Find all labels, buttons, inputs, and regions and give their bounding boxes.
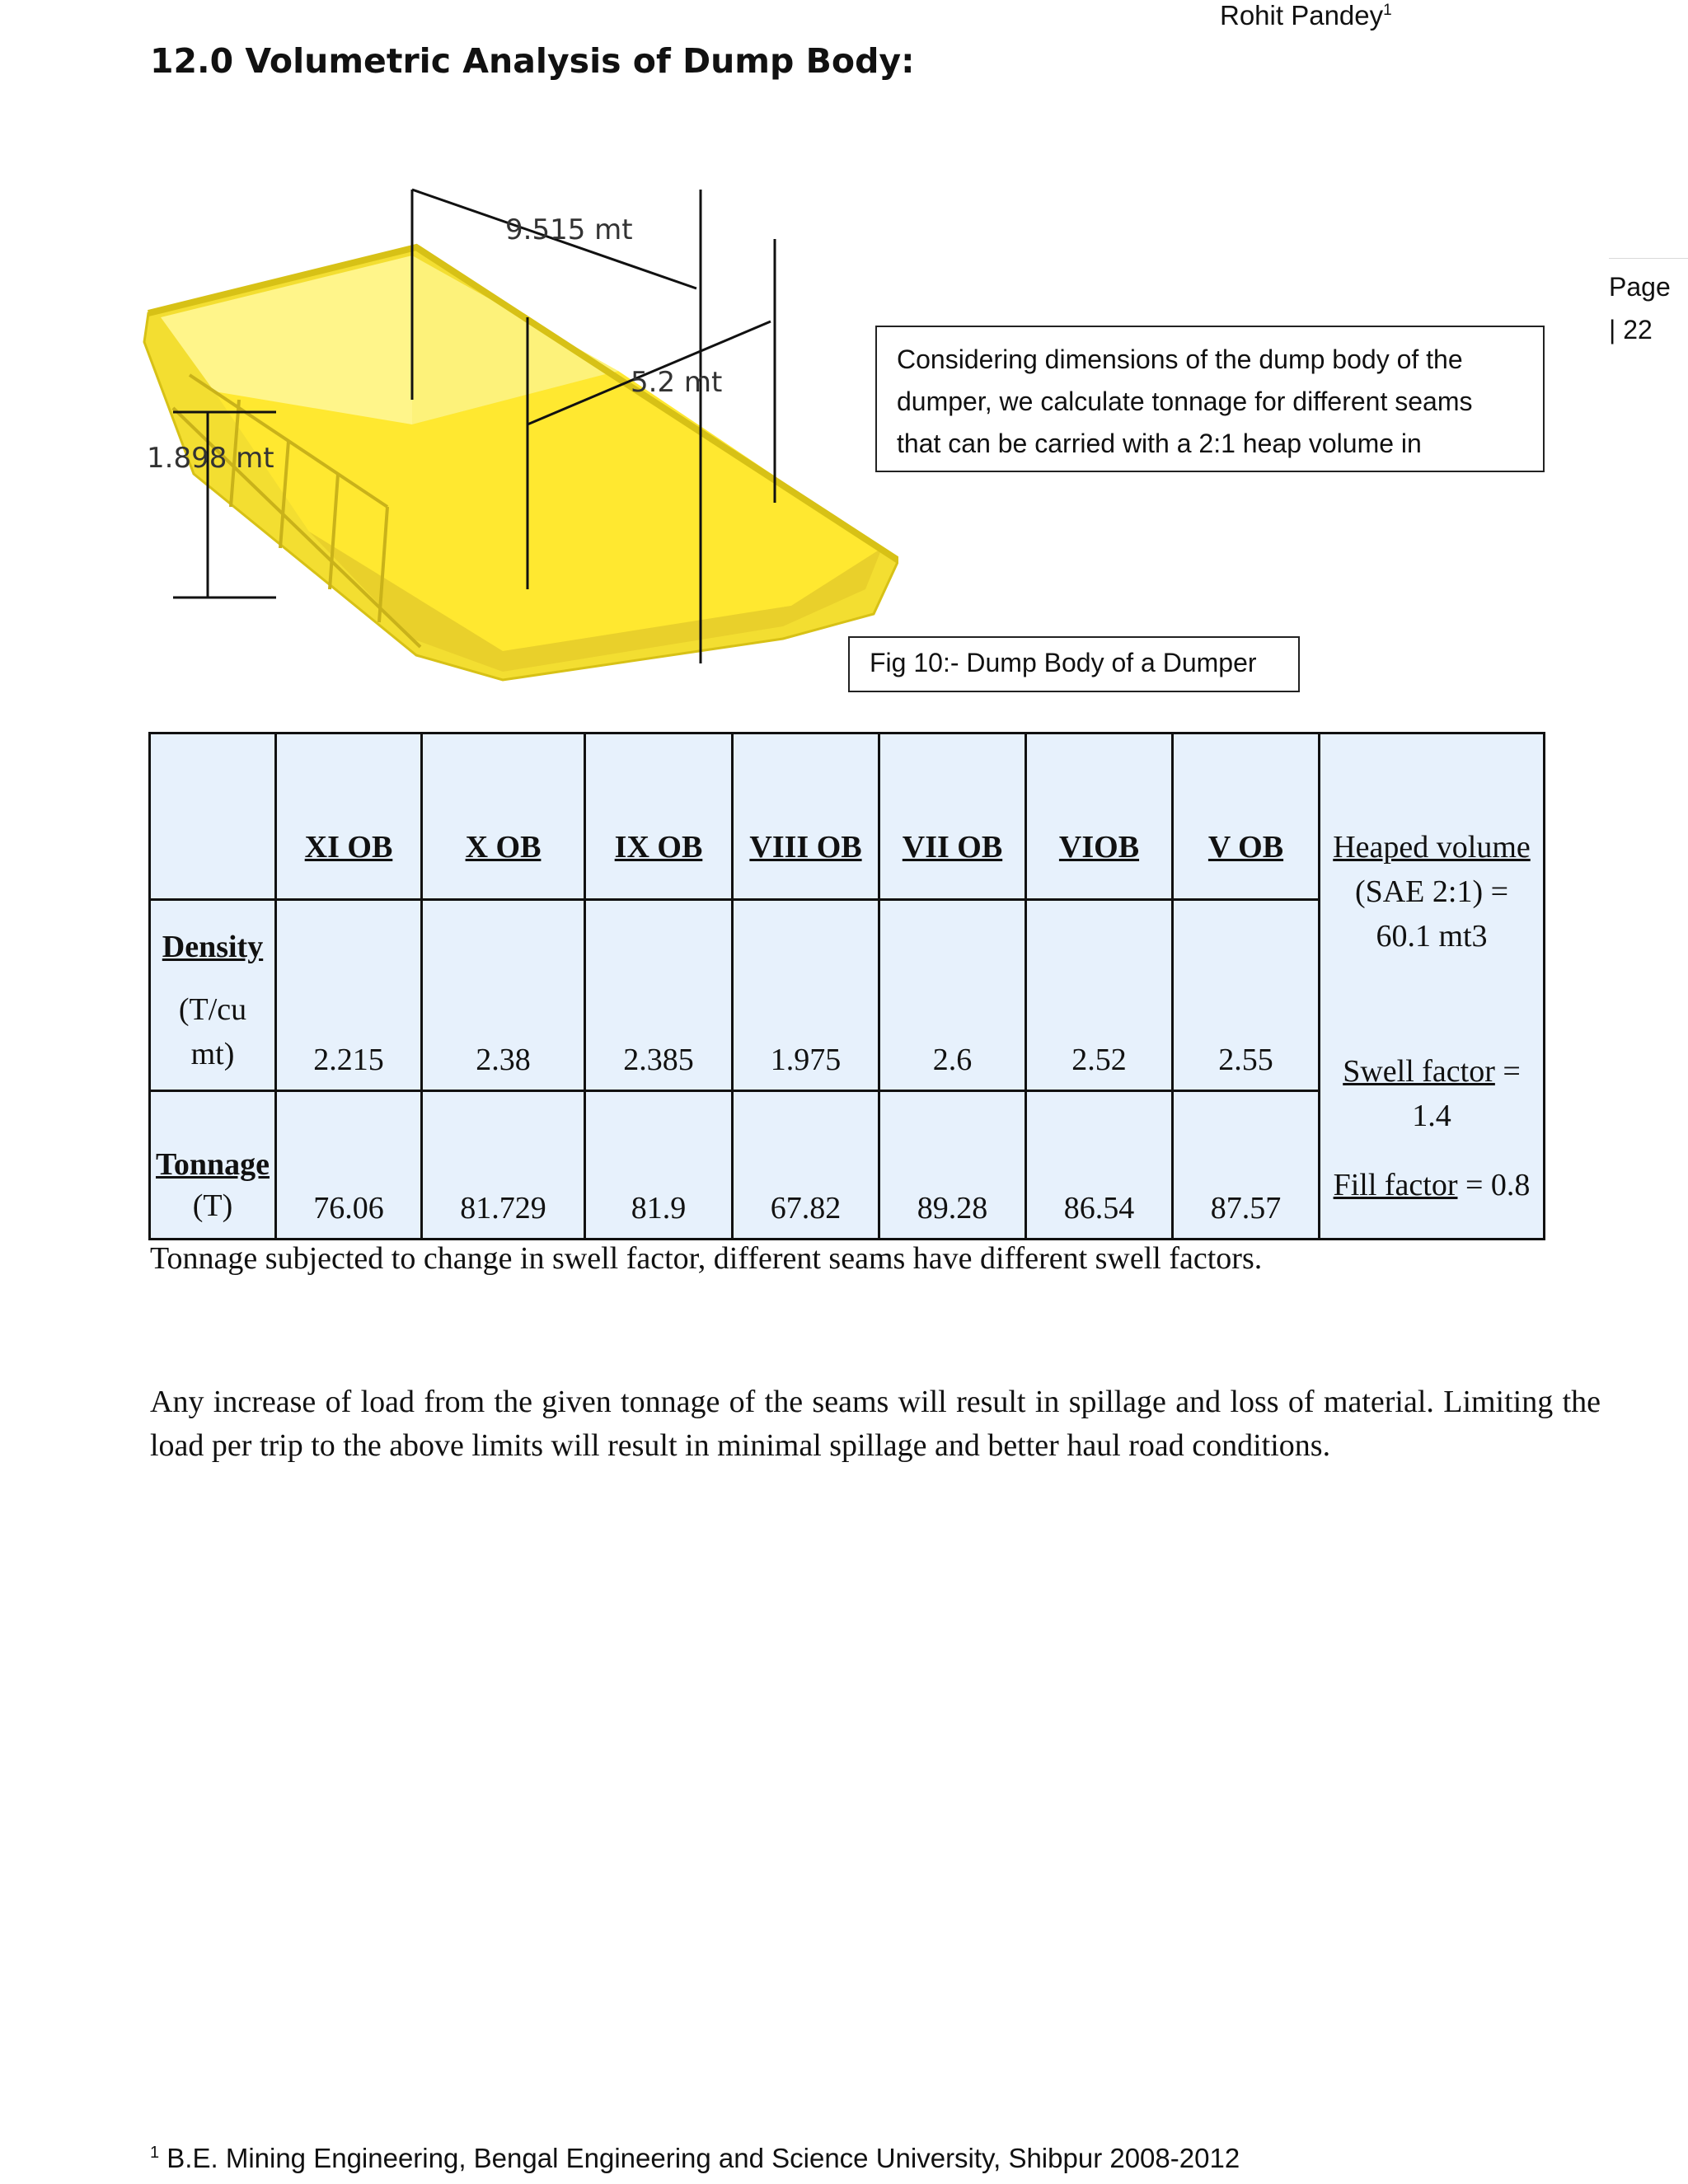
table-header-row (150, 733, 1545, 900)
tonnage-cell: 67.82 (733, 1091, 879, 1240)
row-header-tonnage: Tonnage (T) (150, 1091, 276, 1240)
fill-factor-note: Fill factor = 0.8 (1333, 1168, 1531, 1202)
width-dimension-label: 5.2 mt (631, 366, 723, 399)
figure-caption: Fig 10:- Dump Body of a Dumper (848, 636, 1300, 692)
column-header: VIOB (1026, 733, 1173, 900)
author-name: Rohit Pandey$^1$ (1220, 0, 1392, 30)
density-cell: 2.215 (276, 900, 422, 1091)
table-corner-cell (150, 733, 276, 900)
tonnage-cell: 89.28 (879, 1091, 1026, 1240)
density-cell: 2.6 (879, 900, 1026, 1091)
page-number-value: | 22 (1609, 315, 1653, 344)
dump-body-figure (140, 177, 898, 709)
tonnage-cell: 76.06 (276, 1091, 422, 1240)
height-dimension-label: 1.898 mt (147, 442, 274, 475)
tonnage-cell: 86.54 (1026, 1091, 1173, 1240)
footnote-marker: 1 (150, 2144, 160, 2162)
footnote: $^1$ B.E. Mining Engineering, Bengal Engineering and Science University, Shibpur 2008-2012 (150, 2143, 1240, 2173)
column-header: XI OB (276, 733, 422, 900)
tonnage-cell: 81.9 (585, 1091, 733, 1240)
density-cell: 2.55 (1173, 900, 1320, 1091)
heaped-volume-note: Heaped volume (SAE 2:1) = 60.1 mt3 (1333, 830, 1531, 954)
spillage-paragraph: Any increase of load from the given tonnage of the seams will result in spillage and loss of material. Limiting the load per trip to the above limits will result in minimal spillage and better haul road conditions. (150, 1385, 1601, 1463)
column-header: VIII OB (733, 733, 879, 900)
seam-tonnage-table (148, 732, 1545, 1240)
swell-note-paragraph: Tonnage subjected to change in swell factor, different seams have different swell factors. (150, 1241, 1263, 1276)
factors-note-cell (1320, 733, 1545, 1240)
column-header: IX OB (585, 733, 733, 900)
section-title: 12.0 Volumetric Analysis of Dump Body: (150, 41, 915, 81)
density-cell: 2.38 (422, 900, 585, 1091)
page-number (1609, 258, 1688, 351)
column-header: VII OB (879, 733, 1026, 900)
density-cell: 2.52 (1026, 900, 1173, 1091)
tonnage-cell: 81.729 (422, 1091, 585, 1240)
column-header: V OB (1173, 733, 1320, 900)
column-header: X OB (422, 733, 585, 900)
author-footnote-marker: 1 (1383, 2, 1392, 19)
tonnage-cell: 87.57 (1173, 1091, 1320, 1240)
swell-factor-note: Swell factor = 1.4 (1343, 1054, 1521, 1133)
density-cell: 1.975 (733, 900, 879, 1091)
page-word: Page (1609, 272, 1671, 302)
figure-callout-box: Considering dimensions of the dump body of the dumper, we calculate tonnage for different seams that can be carried with a 2:1 heap volume in (875, 326, 1545, 472)
length-dimension-label: 9.515 mt (505, 213, 633, 246)
density-cell: 2.385 (585, 900, 733, 1091)
row-header-density: Density (T/cu mt) (150, 900, 276, 1091)
